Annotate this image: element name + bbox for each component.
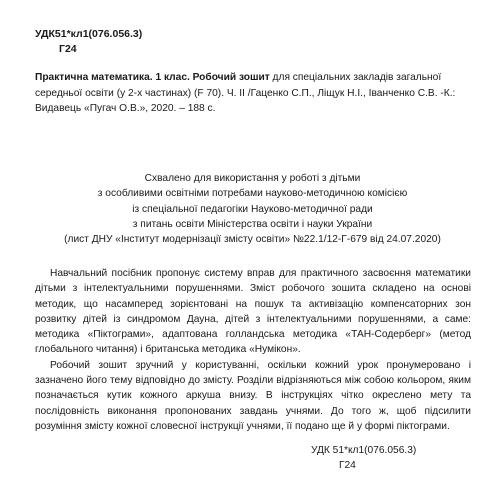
author-mark-top: Г24 [59, 43, 77, 55]
udk-code-bottom: УДК 51*кл1(076.056.3) [311, 445, 417, 456]
approval-line: із спеціальної педагогіки Науково-методичної ради [132, 203, 373, 215]
udk-footer [311, 443, 416, 473]
book-details: для спеціальних закладів загальної середньої освіти (у 2-х частинах) (F 70). Ч. II /Гаценко С.П., Ліщук Н.І., Іванченко С.В. -К.: Видавець «Пугач О.В.», 2020. – 188 с. [35, 72, 456, 114]
approval-line: Схвалено для використання у роботі з дітьми [144, 173, 361, 184]
udk-header [35, 27, 142, 57]
annotation-text [35, 266, 471, 434]
author-mark-bottom: Г24 [339, 460, 356, 471]
approval-line: з питань освіти Міністерства освіти і науки України [132, 218, 373, 230]
approval-block [60, 171, 445, 247]
annotation-paragraph: Навчальний посібник пропонує систему вправ для практичного засвоєння математики дітьми з інтелектуальними порушеннями. Зміст робочого зошита складено на основі методик, що насамперед зорієнтовані на пошук та активізацію компенсаторних зон розвитку дітей із синдромом Дауна, дітей з інтелектуальними порушеннями, а саме: методика «Піктограми», адаптована голландська методика «ТАН-Содерберг» (метод глобального читання) і британська методика «Нумікон». [35, 268, 471, 356]
annotation-paragraph: Робочий зошит зручний у користуванні, оскільки кожний урок пронумеровано і зазначено його тему відповідно до змісту. Розділи відрізняються між собою кольором, яким позначається кутик кожного аркуша внизу. В інструкціях чітко окреслено мету та послідовність виконання пропонованих завдань учнями. До того ж, щоб підсилити розуміння змісту кожної словесної інструкції учнями, її подано ще й у формі піктограми. [35, 359, 471, 432]
book-title: Практична математика. 1 клас. Робочий зошит [35, 72, 270, 83]
approval-line: з особливими освітніми потребами науково-методичною комісією [97, 188, 408, 200]
bibliographic-record [35, 70, 475, 117]
approval-line: (лист ДНУ «Інститут модернізації змісту освіти» №22.1/12-Г-679 від 24.07.2020) [64, 234, 441, 246]
udk-code-top: УДК51*кл1(076.056.3) [35, 28, 143, 40]
